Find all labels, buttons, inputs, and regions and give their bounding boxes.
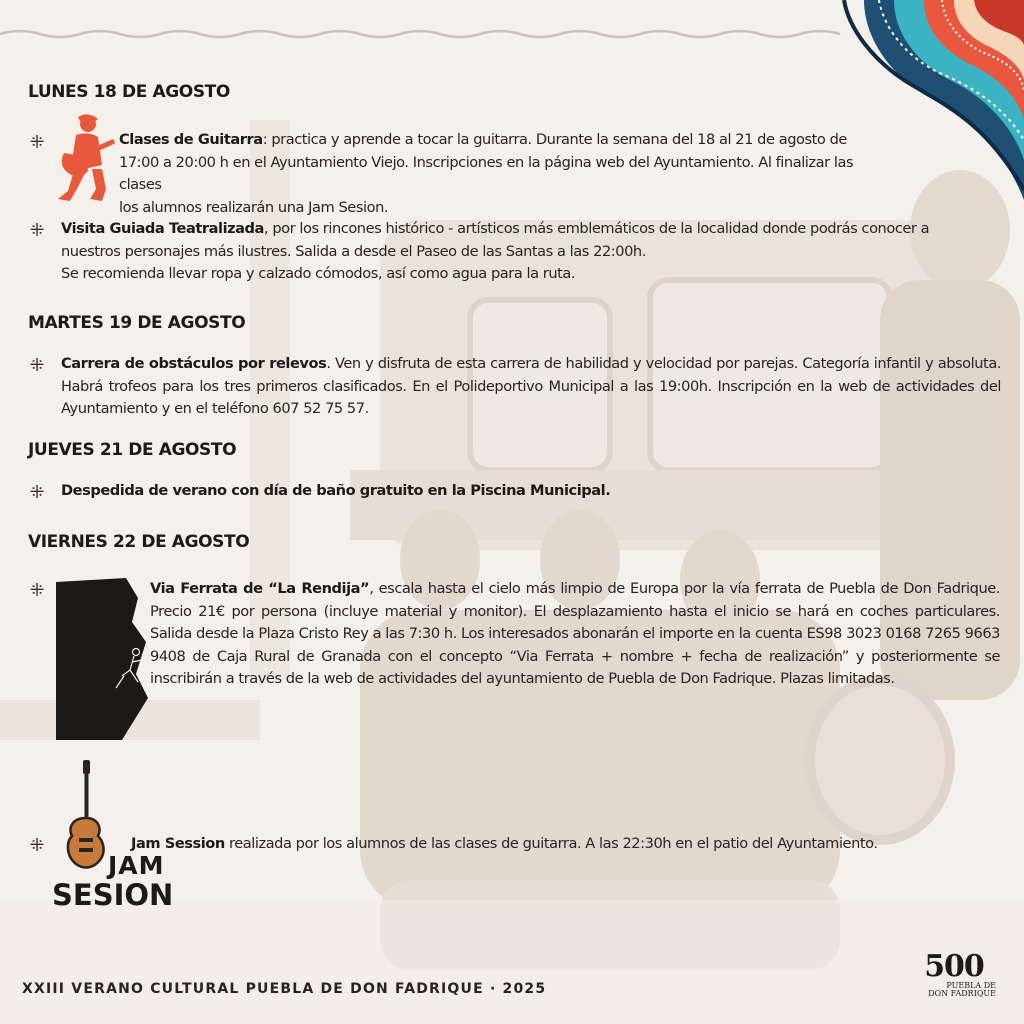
- event-title: Carrera de obstáculos por relevos: [61, 355, 327, 372]
- event-jam-session: [131, 833, 1011, 856]
- event-line: : practica y aprende a tocar la guitarra. Durante la semana del 18 al 21 de agosto de: [262, 131, 847, 148]
- jam-logo-word: SESION: [52, 878, 174, 912]
- event-title: Despedida de verano con día de baño gratuito en la Piscina Municipal.: [61, 482, 611, 499]
- logo-subtitle: PUEBLA DE: [946, 981, 996, 990]
- event-title: Jam Session: [131, 835, 225, 852]
- event-body: , escala hasta el cielo más limpio de Europa por la vía ferrata de Puebla de Don Fadrique. Precio 21€ por persona (incluye material y monitor). El desplazamiento hasta el inicio se hará en coches particulares. Salida desde la Plaza Cristo Rey a las 7:30 h. Los interesados abonarán el importe en la cuenta ES98 3023 0168 7265 9663 9408 de Caja Rural de Granada con el concepto “Via Ferrata + nombre + fecha de realización” y posteriormente se inscribirán a través de la web de actividades del ayuntamiento de Puebla de Don Fadrique. Plazas limitadas.: [150, 580, 1000, 687]
- event-despedida-verano: [61, 480, 961, 503]
- logo-number: 500: [924, 949, 984, 984]
- bullet-icon: ⁜: [29, 132, 45, 153]
- event-carrera-obstaculos: [61, 353, 1001, 421]
- event-line: 17:00 a 20:00 h en el Ayuntamiento Viejo. Inscripciones en la página web del Ayuntamiento. Al finalizar las clases: [119, 153, 854, 193]
- event-title: Clases de Guitarra: [119, 131, 263, 148]
- day-heading-jueves: JUEVES 21 DE AGOSTO: [28, 440, 237, 460]
- event-visita-guiada: [61, 218, 1011, 286]
- event-line: Se recomienda llevar ropa y calzado cómodos, así como agua para la ruta.: [61, 265, 576, 282]
- bullet-icon: ⁜: [29, 355, 45, 376]
- event-via-ferrata: [150, 578, 1000, 691]
- bullet-icon: ⁜: [29, 580, 45, 601]
- event-line: nuestros personajes más ilustres. Salida a desde el Paseo de las Santas a las 22:00h.: [61, 242, 646, 260]
- bullet-icon: ⁜: [29, 835, 45, 856]
- guitar-player-icon: [50, 113, 118, 205]
- climbing-wall-icon: [56, 578, 152, 740]
- event-body: . Ven y disfruta de esta carrera de habilidad y velocidad por parejas. Categoría infantil y absoluta. Habrá trofeos para los tres primeros clasificados. En el Polideportivo Municipal a las 19:00h. Inscripción en la web de actividades del Ayuntamiento y en el teléfono 607 52 75 57.: [61, 355, 1001, 417]
- event-body: realizada por los alumnos de las clases de guitarra. A las 22:30h en el patio del Ayuntamiento.: [224, 835, 878, 852]
- electric-guitar-icon: [64, 760, 108, 870]
- day-heading-martes: MARTES 19 DE AGOSTO: [28, 313, 246, 333]
- event-title: Visita Guiada Teatralizada: [61, 220, 264, 237]
- event-line: , por los rincones histórico - artísticos más emblemáticos de la localidad donde podrás conocer a: [263, 220, 930, 237]
- day-heading-lunes: LUNES 18 DE AGOSTO: [28, 82, 230, 102]
- footer-title: XXIII VERANO CULTURAL PUEBLA DE DON FADRIQUE · 2025: [22, 981, 547, 997]
- jam-logo-word: JAM: [108, 851, 165, 880]
- logo-subtitle: DON FADRIQUE: [928, 989, 996, 998]
- event-clases-guitarra: [119, 129, 879, 219]
- day-heading-viernes: VIERNES 22 DE AGOSTO: [28, 532, 250, 552]
- event-line: los alumnos realizarán una Jam Sesion.: [119, 198, 389, 216]
- event-title: Via Ferrata de “La Rendija”: [150, 580, 370, 597]
- logo-500-anniversary: [912, 949, 996, 1000]
- bullet-icon: ⁜: [29, 482, 45, 503]
- bullet-icon: ⁜: [29, 220, 45, 241]
